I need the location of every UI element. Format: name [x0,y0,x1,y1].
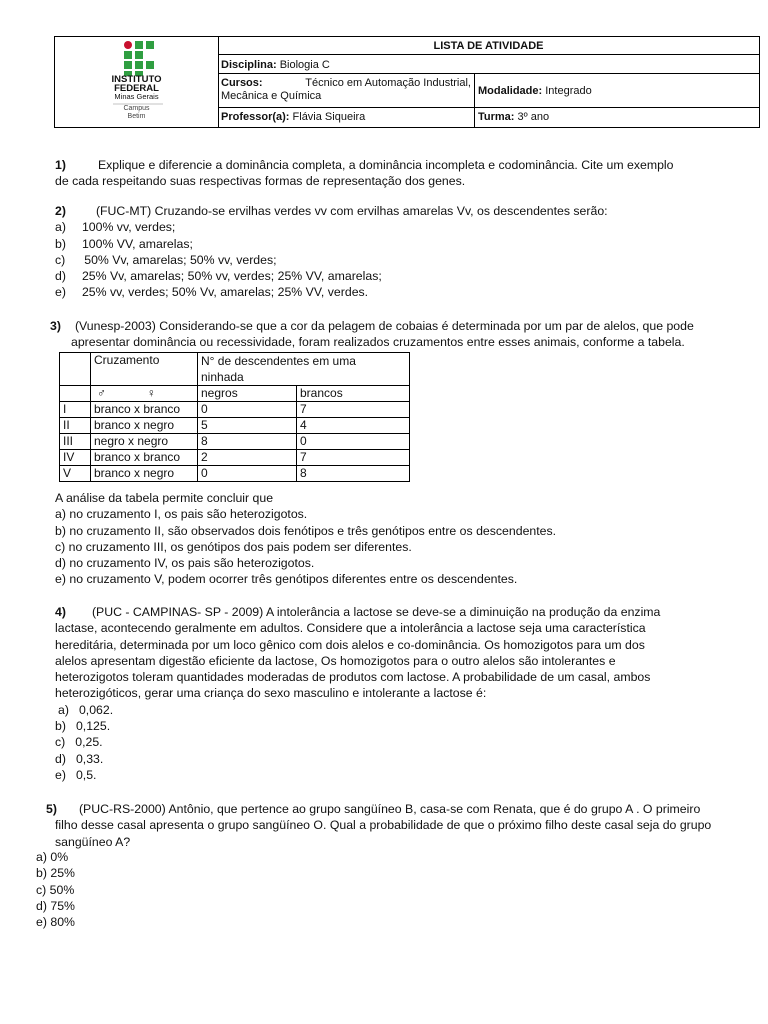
question-1 [55,157,673,190]
turma-cell [475,109,759,126]
institution-logo [55,37,219,127]
q3-line1: (Vunesp-2003) Considerando-se que a cor da pelagem de cobaias é determinada por um par de alelos, que pode [74,319,694,333]
q5-option-a: a) 0% [36,850,69,864]
q3-option-c: c) no cruzamento III, os genótipos dos pais podem ser diferentes. [55,539,412,554]
q4-line2: lactase, acontecendo geralmente em adultos. Considere que a intolerância a lactose seja uma característica [55,621,646,636]
col-desc-header-line2: ninhada [201,370,244,384]
sub-negros: negros [198,386,297,402]
cursos-label: Cursos: [221,77,263,89]
table-row: III negro x negro 8 0 [60,434,410,450]
turma-value: 3º ano [517,111,550,123]
question-4 [55,604,660,783]
professor-label: Professor(a): [221,111,290,123]
male-symbol: ♂ [97,386,106,400]
header-title: LISTA DE ATIVIDADE [433,40,544,52]
q4-number: 4) [55,605,66,619]
q2-option-c: c) 50% Vv, amarelas; 50% vv, verdes; [55,252,277,267]
col-cross-header: Cruzamento [91,353,198,386]
logo-campus-label: Campus [123,105,150,112]
crossing-table [59,352,410,482]
q1-line1: Explique e diferencie a dominância completa, a dominância incompleta e codominância. Cite um exemplo [97,158,674,172]
q5-line2: filho desse casal apresenta o grupo sangüíneo O. Qual a probabilidade de que o próximo filho deste casal seja do grupo [55,818,712,833]
q2-number: 2) [55,204,66,218]
q4-line3: hereditária, determinada por um loco gênico com dois alelos e co-dominância. Os homozigotos para um dos [55,637,645,652]
professor-value: Flávia Siqueira [292,111,366,123]
q3-option-e: e) no cruzamento V, podem ocorrer três genótipos diferentes entre os descendentes. [55,572,518,587]
col-desc-header-line1: N° de descendentes em uma [201,354,356,368]
q4-line5: heterozigotos toleram quantidades moderadas de produtos com lactose. A probabilidade de um casal, ambos [55,670,651,685]
logo-red-circle [124,41,132,49]
question-5 [46,801,711,850]
cursos-value-line2: Mecânica e Química [221,90,322,102]
disciplina-value: Biologia C [279,59,330,71]
q4-option-c: c) 0,25. [55,735,103,750]
disciplina-label: Disciplina: [221,59,277,71]
q5-option-b: b) 25% [36,866,75,881]
q5-option-e: e) 80% [36,915,75,930]
q4-line4: alelos apresentam digestão eficiente da lactose, Os homozigotos para o outro alelos são intolerantes e [55,653,616,668]
q4-line1: (PUC - CAMPINAS- SP - 2009) A intolerância a lactose se deve-se a diminuição na produção da enzima [91,605,661,619]
q3-line2: apresentar dominância ou recessividade, foram realizados cruzamentos entre esses animais, conforme a tabela. [71,335,685,350]
table-row: IV branco x branco 2 7 [60,450,410,466]
logo-campus-city: Betim [127,113,146,120]
question-3-options [55,490,556,588]
question-3 [50,318,694,351]
q3-option-b: b) no cruzamento II, são observados dois fenótipos e três genótipos entre os descendentes. [55,523,557,538]
q2-option-e: e) 25% vv, verdes; 50% Vv, amarelas; 25% VV, verdes. [55,285,369,300]
table-row: V branco x negro 0 8 [60,466,410,482]
logo-name-line2: FEDERAL [114,83,159,94]
modalidade-label: Modalidade: [478,85,543,97]
q3-number: 3) [50,319,61,333]
professor-cell [218,109,474,126]
q2-stem: (FUC-MT) Cruzando-se ervilhas verdes vv com ervilhas amarelas Vv, os descendentes serão: [95,204,608,218]
cursos-value-line1: Técnico em Automação Industrial, [305,77,471,89]
q3-option-a: a) no cruzamento I, os pais são heterozigotos. [55,507,308,522]
table-row: II branco x negro 5 4 [60,418,410,434]
sub-brancos: brancos [297,386,410,402]
logo-state: Minas Gerais [114,92,159,101]
q2-option-b: b) 100% VV, amarelas; [55,236,193,251]
q4-option-b: b) 0,125. [55,719,111,734]
q2-option-a: a) 100% vv, verdes; [55,220,176,235]
q1-line2: de cada respeitando suas respectivas formas de representação dos genes. [55,174,466,189]
question-5-options [36,849,75,930]
question-2 [55,203,608,301]
q1-number: 1) [55,158,66,172]
q4-option-d: d) 0,33. [55,751,104,766]
turma-label: Turma: [478,111,515,123]
q2-option-d: d) 25% Vv, amarelas; 50% vv, verdes; 25% VV, amarelas; [55,269,382,284]
q5-number: 5) [46,802,57,816]
modalidade-cell [475,83,759,100]
q5-line1: (PUC-RS-2000) Antônio, que pertence ao grupo sangüíneo B, casa-se com Renata, que é do grupo A . O primeiro [78,802,701,816]
cursos-cell [218,75,474,105]
female-symbol: ♀ [146,386,156,400]
q4-option-a: a) 0,062. [58,702,114,717]
modalidade-value: Integrado [545,85,592,97]
table-row: I branco x branco 0 7 [60,402,410,418]
q5-option-c: c) 50% [36,882,75,897]
header-table [54,36,760,128]
q3-option-d: d) no cruzamento IV, os pais são heterozigotos. [55,556,315,571]
q4-line6: heterozigóticos, gerar uma criança do sexo masculino e intolerante a lactose é: [55,686,487,701]
q4-option-e: e) 0,5. [55,767,97,782]
disciplina-row [218,57,759,74]
q5-line3: sangüíneo A? [55,834,131,849]
logo-name-line1: INSTITUTO [111,74,162,85]
q5-option-d: d) 75% [36,898,75,913]
q3-conclusion: A análise da tabela permite concluir que [55,491,274,505]
